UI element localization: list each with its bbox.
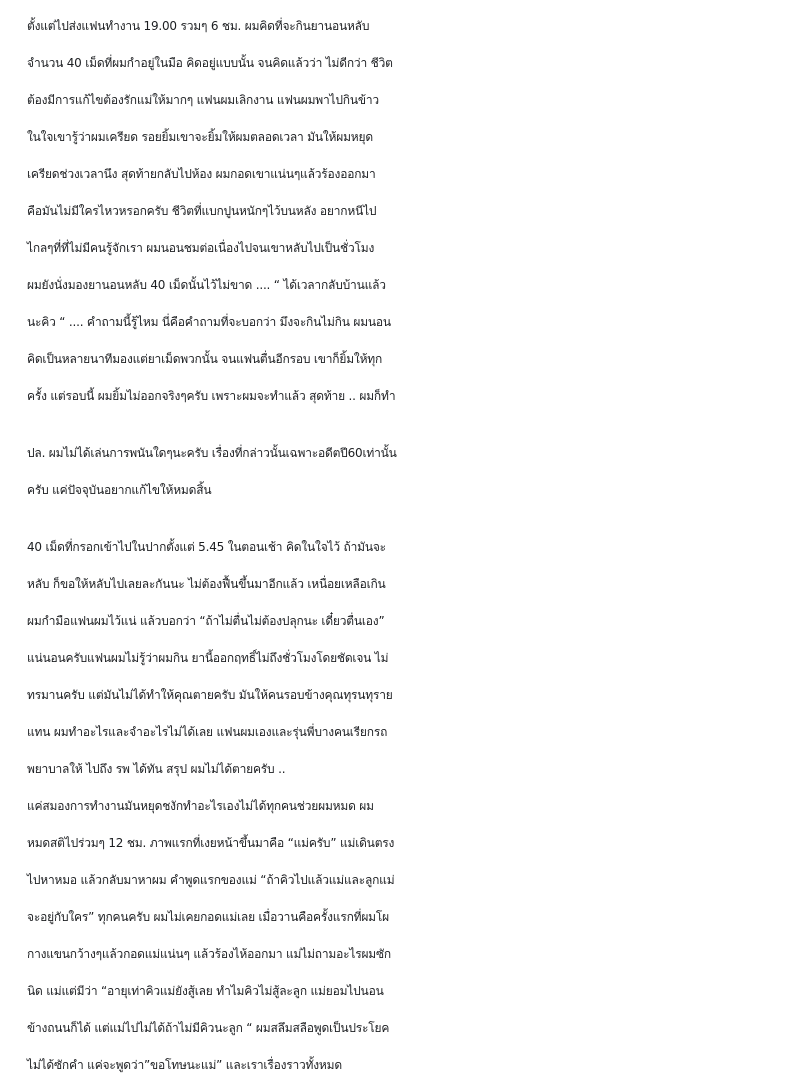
paragraph-spacer [27, 415, 787, 435]
text-line: ข้างถนนก็ได้ แต่แม่ไปไม่ได้ถ้าไม่มีคิวนะลูก “ ผมสลึมสลือพูดเป็นประโยค [27, 1021, 390, 1035]
text-line: เครียดช่วงเวลานึง สุดท้ายกลับไปห้อง ผมกอดเขาแน่นๆแล้วร้องออกมา [27, 167, 376, 181]
text-line: จำนวน 40 เม็ดที่ผมกำอยู่ในมือ คิดอยู่แบบนั้น จนคิดแล้วว่า ไม่ดีกว่า ชีวิต [27, 56, 393, 70]
text-line: ปล. ผมไม่ได้เล่นการพนันใดๆนะครับ เรื่องที่กล่าวนั้นเฉพาะอดีตปี60เท่านั้น [27, 446, 397, 460]
text-line: ทรมานครับ แต่มันไม่ได้ทำให้คุณตายครับ มันให้คนรอบข้างคุณทุรนทุราย [27, 688, 393, 702]
text-line: คือมันไม่มีใครไหวหรอกครับ ชีวิตที่แบกปูนหนักๆไว้บนหลัง อยากหนีไป [27, 204, 377, 218]
text-line: จะอยู่กับใคร” ทุกคนครับ ผมไม่เคยกอดแม่เลย เมื่อวานคือครั้งแรกที่ผมโผ [27, 910, 389, 924]
text-line: ไปหาหมอ แล้วกลับมาหาผม คำพูดแรกของแม่ “ถ้าคิวไปแล้วแม่และลูกแม่ [27, 873, 395, 887]
text-line: หมดสติไปร่วมๆ 12 ชม. ภาพแรกที่เงยหน้าขึ้นมาคือ “แม่ครับ” แม่เดินตรง [27, 836, 395, 850]
text-line: ในใจเขารู้ว่าผมเครียด รอยยิ้มเขาจะยิ้มให้ผมตลอดเวลา มันให้ผมหยุด [27, 130, 373, 144]
paragraph-3 [27, 529, 787, 1084]
text-line: ผมยังนั่งมองยานอนหลับ 40 เม็ดนั้นไว้ไม่ขาด .... “ ได้เวลากลับบ้านแล้ว [27, 278, 386, 292]
paragraph-spacer [27, 509, 787, 529]
text-line: พยาบาลให้ ไปถึง รพ ได้ทัน สรุป ผมไม่ได้ตายครับ .. [27, 762, 286, 776]
text-line: นิด แม่แต่มีว่า “อายุเท่าคิวแม่ยังสู้เลย ทำไมคิวไม่สู้ละลูก แม่ยอมไปนอน [27, 984, 384, 998]
text-line: ไกลๆที่ที่ไม่มีคนรู้จักเรา ผมนอนชมต่อเนื่องไปจนเขาหลับไปเป็นชั่วโมง [27, 241, 375, 255]
text-line: ครับ แค่ปัจจุบันอยากแก้ไขให้หมดสิ้น [27, 483, 212, 497]
text-line: ต้องมีการแก้ไขต้องรักแม่ให้มากๆ แฟนผมเลิกงาน แฟนผมพาไปกินข้าว [27, 93, 379, 107]
text-line: นะคิว “ .... คำถามนี้รู้ไหม นี่คือคำถามที่จะบอกว่า มึงจะกินไม่กิน ผมนอน [27, 315, 391, 329]
text-line: ตั้งแต่ไปส่งแฟนทำงาน 19.00 รวมๆ 6 ชม. ผมคิดที่จะกินยานอนหลับ [27, 19, 370, 33]
text-line: แค่สมองการทำงานมันหยุดชงักทำอะไรเองไม่ได้ทุกคนช่วยผมหมด ผม [27, 799, 374, 813]
text-line: คิดเป็นหลายนาทีมองแต่ยาเม็ดพวกนั้น จนแฟนตื่นอีกรอบ เขาก็ยิ้มให้ทุก [27, 352, 383, 366]
text-line: ผมกำมือแฟนผมไว้แน่ แล้วบอกว่า “ถ้าไม่ตื่นไม่ต้องปลุกนะ เดี๋ยวตื่นเอง” [27, 614, 385, 628]
paragraph-1 [27, 8, 787, 415]
text-line: ครั้ง แต่รอบนี้ ผมยิ้มไม่ออกจริงๆครับ เพราะผมจะทำแล้ว สุดท้าย .. ผมก็ทำ [27, 389, 396, 403]
text-line: แน่นอนครับแฟนผมไม่รู้ว่าผมกิน ยานี้ออกฤทธิ์ไม่ถึงชั่วโมงโดยชัดเจน ไม่ [27, 651, 389, 665]
text-line: 40 เม็ดที่กรอกเข้าไปในปากตั้งแต่ 5.45 ในตอนเช้า คิดในใจไว้ ถ้ามันจะ [27, 540, 386, 554]
text-line: กางแขนกว้างๆแล้วกอดแม่แน่นๆ แล้วร้องไห้ออกมา แม่ไม่ถามอะไรผมซัก [27, 947, 392, 961]
text-line: ไม่ได้ซักคำ แค่จะพูดว่า”ขอโทษนะแม่” และเราเรื่องราวทั้งหมด [27, 1058, 342, 1072]
text-line: หลับ ก็ขอให้หลับไปเลยละกันนะ ไม่ต้องฟื้นขึ้นมาอีกแล้ว เหนื่อยเหลือเกิน [27, 577, 386, 591]
text-line: แทน ผมทำอะไรและจำอะไรไม่ได้เลย แฟนผมเองและรุ่นพี่บางคนเรียกรถ [27, 725, 388, 739]
paragraph-2 [27, 435, 787, 509]
post-body [27, 8, 787, 1084]
